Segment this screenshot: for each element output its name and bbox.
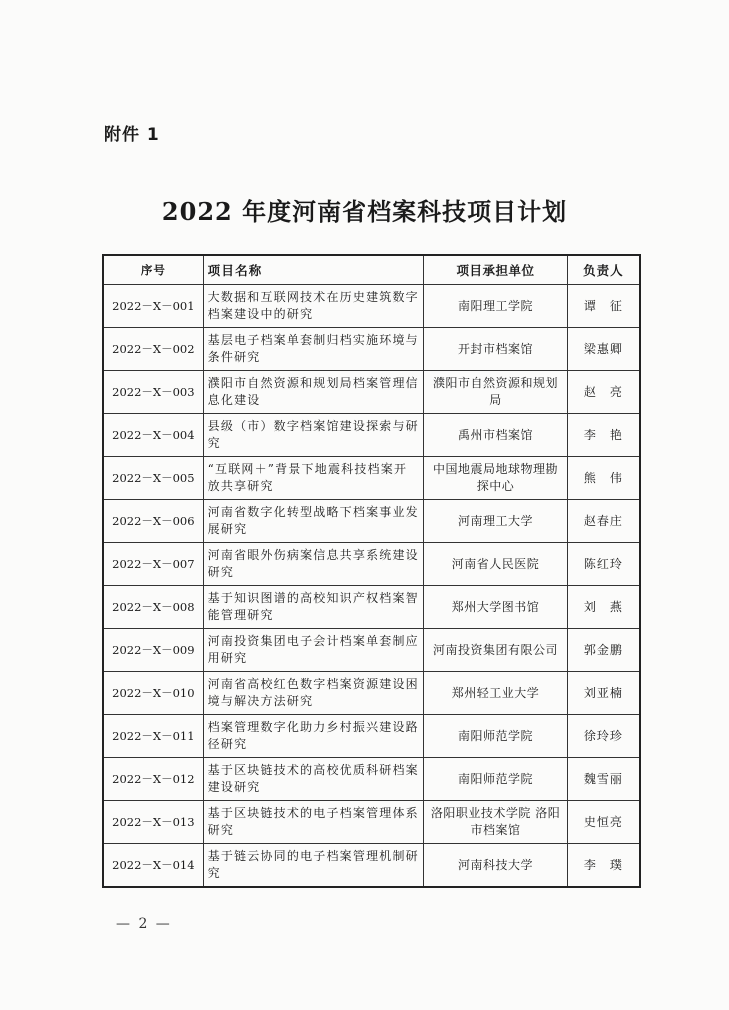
cell-unit: 禹州市档案馆	[424, 414, 567, 457]
table-row	[103, 371, 640, 414]
cell-unit: 郑州大学图书馆	[424, 586, 567, 629]
cell-unit: 河南投资集团有限公司	[424, 629, 567, 672]
table-row	[103, 414, 640, 457]
cell-name: 基于区块链技术的高校优质科研档案建设研究	[203, 758, 424, 801]
cell-code: 2022－X－005	[103, 457, 203, 500]
cell-code: 2022－X－014	[103, 844, 203, 888]
cell-code: 2022－X－001	[103, 285, 203, 328]
table-row	[103, 586, 640, 629]
cell-code: 2022－X－007	[103, 543, 203, 586]
cell-lead: 郭金鹏	[567, 629, 640, 672]
attachment-label: 附件 1	[104, 125, 160, 145]
cell-unit: 中国地震局地球物理勘探中心	[424, 457, 567, 500]
cell-lead: 谭 征	[567, 285, 640, 328]
table-row	[103, 500, 640, 543]
table-row	[103, 715, 640, 758]
table-row	[103, 285, 640, 328]
cell-name: 河南省数字化转型战略下档案事业发展研究	[203, 500, 424, 543]
header-lead: 负责人	[567, 255, 640, 285]
cell-name: 河南省高校红色数字档案资源建设困境与解决方法研究	[203, 672, 424, 715]
cell-code: 2022－X－009	[103, 629, 203, 672]
cell-name: 基于区块链技术的电子档案管理体系研究	[203, 801, 424, 844]
cell-name: “互联网＋”背景下地震科技档案开放共享研究	[203, 457, 424, 500]
cell-lead: 赵春庄	[567, 500, 640, 543]
cell-lead: 熊 伟	[567, 457, 640, 500]
header-unit: 项目承担单位	[424, 255, 567, 285]
cell-name: 基于链云协同的电子档案管理机制研究	[203, 844, 424, 888]
cell-lead: 李 艳	[567, 414, 640, 457]
cell-unit: 郑州轻工业大学	[424, 672, 567, 715]
cell-name: 河南投资集团电子会计档案单套制应用研究	[203, 629, 424, 672]
project-table-container	[102, 254, 641, 888]
cell-name: 河南省眼外伤病案信息共享系统建设研究	[203, 543, 424, 586]
cell-code: 2022－X－013	[103, 801, 203, 844]
cell-lead: 徐玲珍	[567, 715, 640, 758]
cell-code: 2022－X－008	[103, 586, 203, 629]
cell-name: 档案管理数字化助力乡村振兴建设路径研究	[203, 715, 424, 758]
cell-code: 2022－X－011	[103, 715, 203, 758]
table-row	[103, 844, 640, 888]
cell-lead: 史恒亮	[567, 801, 640, 844]
table-row	[103, 758, 640, 801]
header-code: 序号	[103, 255, 203, 285]
cell-name: 濮阳市自然资源和规划局档案管理信息化建设	[203, 371, 424, 414]
project-table	[102, 254, 641, 888]
table-row	[103, 328, 640, 371]
cell-code: 2022－X－003	[103, 371, 203, 414]
table-header-row	[103, 255, 640, 285]
cell-lead: 梁惠卿	[567, 328, 640, 371]
page-number: — 2 —	[116, 916, 172, 932]
cell-lead: 李 璞	[567, 844, 640, 888]
cell-lead: 魏雪丽	[567, 758, 640, 801]
cell-name: 基层电子档案单套制归档实施环境与条件研究	[203, 328, 424, 371]
table-row	[103, 457, 640, 500]
cell-unit: 开封市档案馆	[424, 328, 567, 371]
cell-code: 2022－X－010	[103, 672, 203, 715]
table-row	[103, 801, 640, 844]
cell-name: 县级（市）数字档案馆建设探索与研究	[203, 414, 424, 457]
cell-unit: 南阳理工学院	[424, 285, 567, 328]
cell-unit: 南阳师范学院	[424, 715, 567, 758]
cell-name: 大数据和互联网技术在历史建筑数字档案建设中的研究	[203, 285, 424, 328]
cell-lead: 赵 亮	[567, 371, 640, 414]
cell-name: 基于知识图谱的高校知识产权档案智能管理研究	[203, 586, 424, 629]
cell-code: 2022－X－012	[103, 758, 203, 801]
table-row	[103, 629, 640, 672]
cell-lead: 刘 燕	[567, 586, 640, 629]
cell-unit: 河南理工大学	[424, 500, 567, 543]
cell-unit: 河南科技大学	[424, 844, 567, 888]
page-title: 2022 年度河南省档案科技项目计划	[161, 197, 568, 226]
cell-code: 2022－X－004	[103, 414, 203, 457]
cell-unit: 洛阳职业技术学院 洛阳市档案馆	[424, 801, 567, 844]
header-name: 项目名称	[203, 255, 424, 285]
cell-code: 2022－X－002	[103, 328, 203, 371]
table-row	[103, 543, 640, 586]
table-row	[103, 672, 640, 715]
cell-lead: 陈红玲	[567, 543, 640, 586]
cell-code: 2022－X－006	[103, 500, 203, 543]
cell-unit: 南阳师范学院	[424, 758, 567, 801]
cell-unit: 河南省人民医院	[424, 543, 567, 586]
cell-lead: 刘亚楠	[567, 672, 640, 715]
cell-unit: 濮阳市自然资源和规划局	[424, 371, 567, 414]
